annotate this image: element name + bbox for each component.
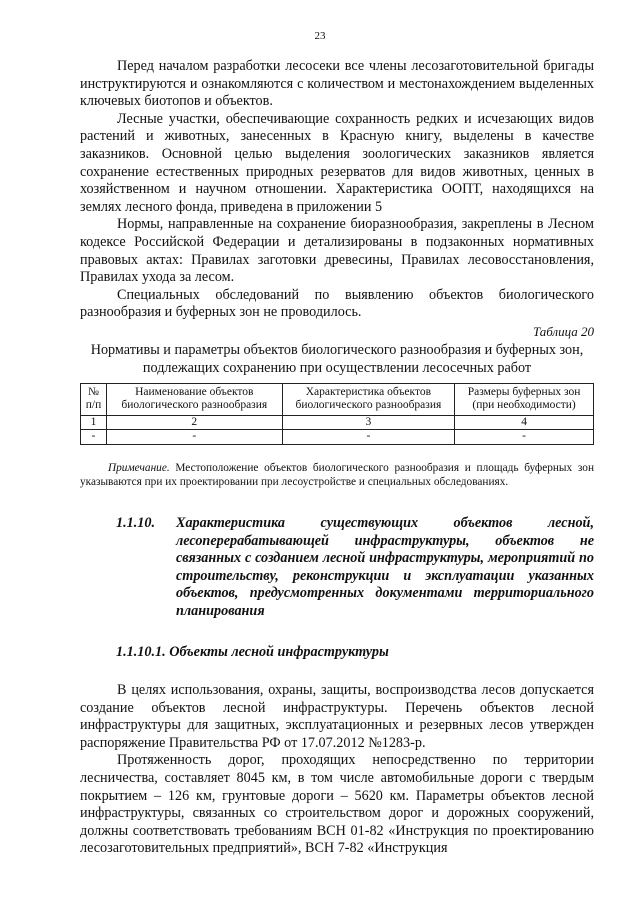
- table-header-row: [81, 383, 594, 415]
- subsection-heading: 1.1.10.1. Объекты лесной инфраструктуры: [116, 644, 389, 661]
- table-cell: -: [455, 430, 594, 445]
- table-cell: 4: [455, 415, 594, 430]
- header-cell: Характеристика объектов биологического разнообразия: [282, 383, 455, 415]
- table-cell: 2: [106, 415, 282, 430]
- table-title: Нормативы и параметры объектов биологического разнообразия и буферных зон, подлежащих сохранению при осуществлении лесосечных работ: [90, 341, 584, 376]
- paragraph: В целях использования, охраны, защиты, воспроизводства лесов допускается создание объектов лесной инфраструктуры. Перечень объектов лесной инфраструктуры для защитных, эксплуатационных и резервных лесов утвержден распоряжение Правительства РФ от 17.07.2012 №1283-р.: [80, 682, 594, 751]
- biodiversity-table: [80, 383, 594, 445]
- section-title: Характеристика существующих объектов лесной, лесоперерабатывающей инфраструктуры, объектов не связанных с созданием лесной инфраструктуры, мероприятий по строительству, реконструкции и эксплуатации указанных объектов, предусмотренных документами территориального планирования: [176, 514, 594, 619]
- table-cell: 1: [81, 415, 107, 430]
- paragraph: Специальных обследований по выявлению объектов биологического разнообразия и буферных зон не проводилось.: [80, 286, 594, 321]
- paragraph: Лесные участки, обеспечивающие сохранность редких и исчезающих видов растений и животных, занесенных в Красную книгу, выделены в качестве заказников. Основной целью выделения зоологических заказников является сохранение естественных природных резерватов для видов животных, ценных в хозяйственном и научном отношении. Характеристика ООПТ, находящихся на землях лесного фонда, приведена в приложении 5: [80, 110, 594, 215]
- paragraph: Протяженность дорог, проходящих непосредственно по территории лесничества, составляет 8045 км, в том числе автомобильные дороги с твердым покрытием – 126 км, грунтовые дороги – 5620 км. Параметры объектов лесной инфраструктуры, связанных со строительством дорог и дорожных сооружений, должны соответствовать требованиям ВСН 01-82 «Инструкция по проектированию лесозаготовительных предприятий», ВСН 7-82 «Инструкция: [80, 752, 594, 857]
- paragraph: Нормы, направленные на сохранение биоразнообразия, закреплены в Лесном кодексе Российской Федерации и детализированы в подзаконных нормативных правовых актах: Правилах заготовки древесины, Правилах лесовосстановления, Правилах ухода за лесом.: [80, 216, 594, 286]
- table-row: [81, 430, 594, 445]
- section-number: 1.1.10.: [116, 514, 156, 531]
- header-cell: № п/п: [81, 383, 107, 415]
- header-cell: Наименование объектов биологического разнообразия: [106, 383, 282, 415]
- table-cell: -: [106, 430, 282, 445]
- note-label: Примечание.: [108, 461, 170, 474]
- table-note: [80, 461, 594, 489]
- section-heading: [80, 515, 594, 621]
- table-cell: 3: [282, 415, 455, 430]
- paragraph: Перед началом разработки лесосеки все члены лесозаготовительной бригады инструктируются и ознакомляются с количеством и местонахождением выделенных ключевых биотопов и объектов.: [80, 58, 594, 110]
- table-number-row: [81, 415, 594, 430]
- table-cell: -: [81, 430, 107, 445]
- table-label: Таблица 20: [532, 323, 594, 339]
- document-body: [80, 58, 594, 858]
- header-cell: Размеры буферных зон (при необходимости): [455, 383, 594, 415]
- table-cell: -: [282, 430, 455, 445]
- page-number: 23: [314, 30, 326, 42]
- note-text: Местоположение объектов биологического разнообразия и площадь буферных зон указываются при их проектировании при лесоустройстве и специальных обследованиях.: [80, 461, 594, 488]
